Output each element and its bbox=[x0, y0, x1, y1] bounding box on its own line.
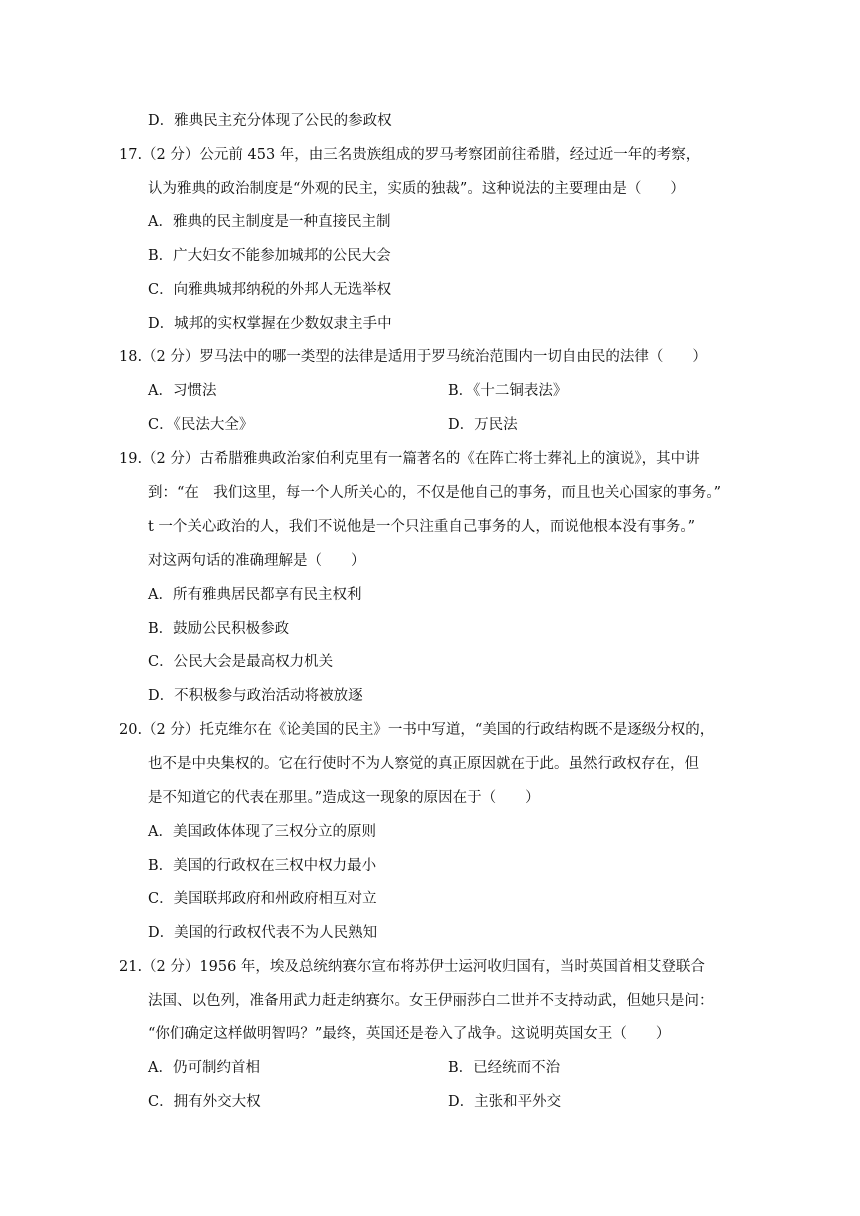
q19-option-b[interactable]: B．鼓励公民积极参政 bbox=[148, 621, 290, 637]
q17-stem-line2: 认为雅典的政治制度是“外观的民主，实质的独裁”。这种说法的主要理由是（ ） bbox=[148, 181, 685, 197]
q20-option-a[interactable]: A．美国政体体现了三权分立的原则 bbox=[148, 824, 376, 840]
q18-option-b[interactable]: B．《十二铜表法》 bbox=[448, 383, 568, 399]
q17-option-c[interactable]: C．向雅典城邦纳税的外邦人无选举权 bbox=[148, 282, 392, 298]
q18-option-a[interactable]: A．习惯法 bbox=[148, 383, 217, 399]
q21-stem-line1: 21.（2 分）1956 年，埃及总统纳赛尔宣布将苏伊士运河收归国有，当时英国首相艾登联合 bbox=[119, 959, 705, 975]
q19-option-c[interactable]: C．公民大会是最高权力机关 bbox=[148, 654, 334, 670]
q20-stem-line2: 也不是中央集权的。它在行使时不为人察觉的真正原因就在于此。虽然行政权存在，但 bbox=[148, 756, 699, 772]
q19-stem-line3: t 一个关心政治的人，我们不说他是一个只注重自己事务的人，而说他根本没有事务。” bbox=[148, 519, 696, 535]
q17-stem-line1: 17.（2 分）公元前 453 年，由三名贵族组成的罗马考察团前往希腊，经过近一年的考察， bbox=[119, 147, 701, 163]
q17-option-d[interactable]: D．城邦的实权掌握在少数奴隶主手中 bbox=[148, 316, 392, 332]
q20-option-c[interactable]: C．美国联邦政府和州政府相互对立 bbox=[148, 891, 377, 907]
q18-stem-line1: 18.（2 分）罗马法中的哪一类型的法律是适用于罗马统治范围内一切自由民的法律（ ） bbox=[119, 349, 707, 365]
q17-option-b[interactable]: B．广大妇女不能参加城邦的公民大会 bbox=[148, 248, 391, 264]
q16-option-d[interactable]: D．雅典民主充分体现了公民的参政权 bbox=[148, 113, 392, 129]
q20-stem-line3: 是不知道它的代表在那里。”造成这一现象的原因在于（ ） bbox=[148, 790, 540, 806]
q21-option-a[interactable]: A．仍可制约首相 bbox=[148, 1060, 260, 1076]
q17-option-a[interactable]: A．雅典的民主制度是一种直接民主制 bbox=[148, 214, 391, 230]
q19-stem-line2: 到：“在 我们这里，每一个人所关心的，不仅是他自己的事务，而且也关心国家的事务。” bbox=[148, 485, 722, 501]
q18-option-d[interactable]: D．万民法 bbox=[448, 417, 518, 433]
q21-stem-line3: “你们确定这样做明智吗？”最终，英国还是卷入了战争。这说明英国女王（ ） bbox=[148, 1026, 671, 1042]
q20-option-b[interactable]: B．美国的行政权在三权中权力最小 bbox=[148, 858, 377, 874]
q18-option-c[interactable]: C．《民法大全》 bbox=[148, 417, 254, 433]
q21-option-c[interactable]: C．拥有外交大权 bbox=[148, 1094, 261, 1110]
q20-option-d[interactable]: D．美国的行政权代表不为人民熟知 bbox=[148, 925, 378, 941]
q21-option-d[interactable]: D．主张和平外交 bbox=[448, 1094, 562, 1110]
q21-stem-line2: 法国、以色列，准备用武力赶走纳赛尔。女王伊丽莎白二世并不支持动武，但她只是问： bbox=[148, 993, 714, 1009]
q20-stem-line1: 20.（2 分）托克维尔在《论美国的民主》一书中写道，“美国的行政结构既不是逐级分权的， bbox=[119, 722, 715, 738]
q19-option-d[interactable]: D．不积极参与政治活动将被放逐 bbox=[148, 688, 363, 704]
q19-option-a[interactable]: A．所有雅典居民都享有民主权利 bbox=[148, 587, 362, 603]
q19-stem-line1: 19.（2 分）古希腊雅典政治家伯利克里有一篇著名的《在阵亡将士葬礼上的演说》，其中讲 bbox=[119, 451, 700, 467]
q21-option-b[interactable]: B．已经统而不治 bbox=[448, 1060, 561, 1076]
q19-stem-line4: 对这两句话的准确理解是（ ） bbox=[148, 553, 366, 569]
